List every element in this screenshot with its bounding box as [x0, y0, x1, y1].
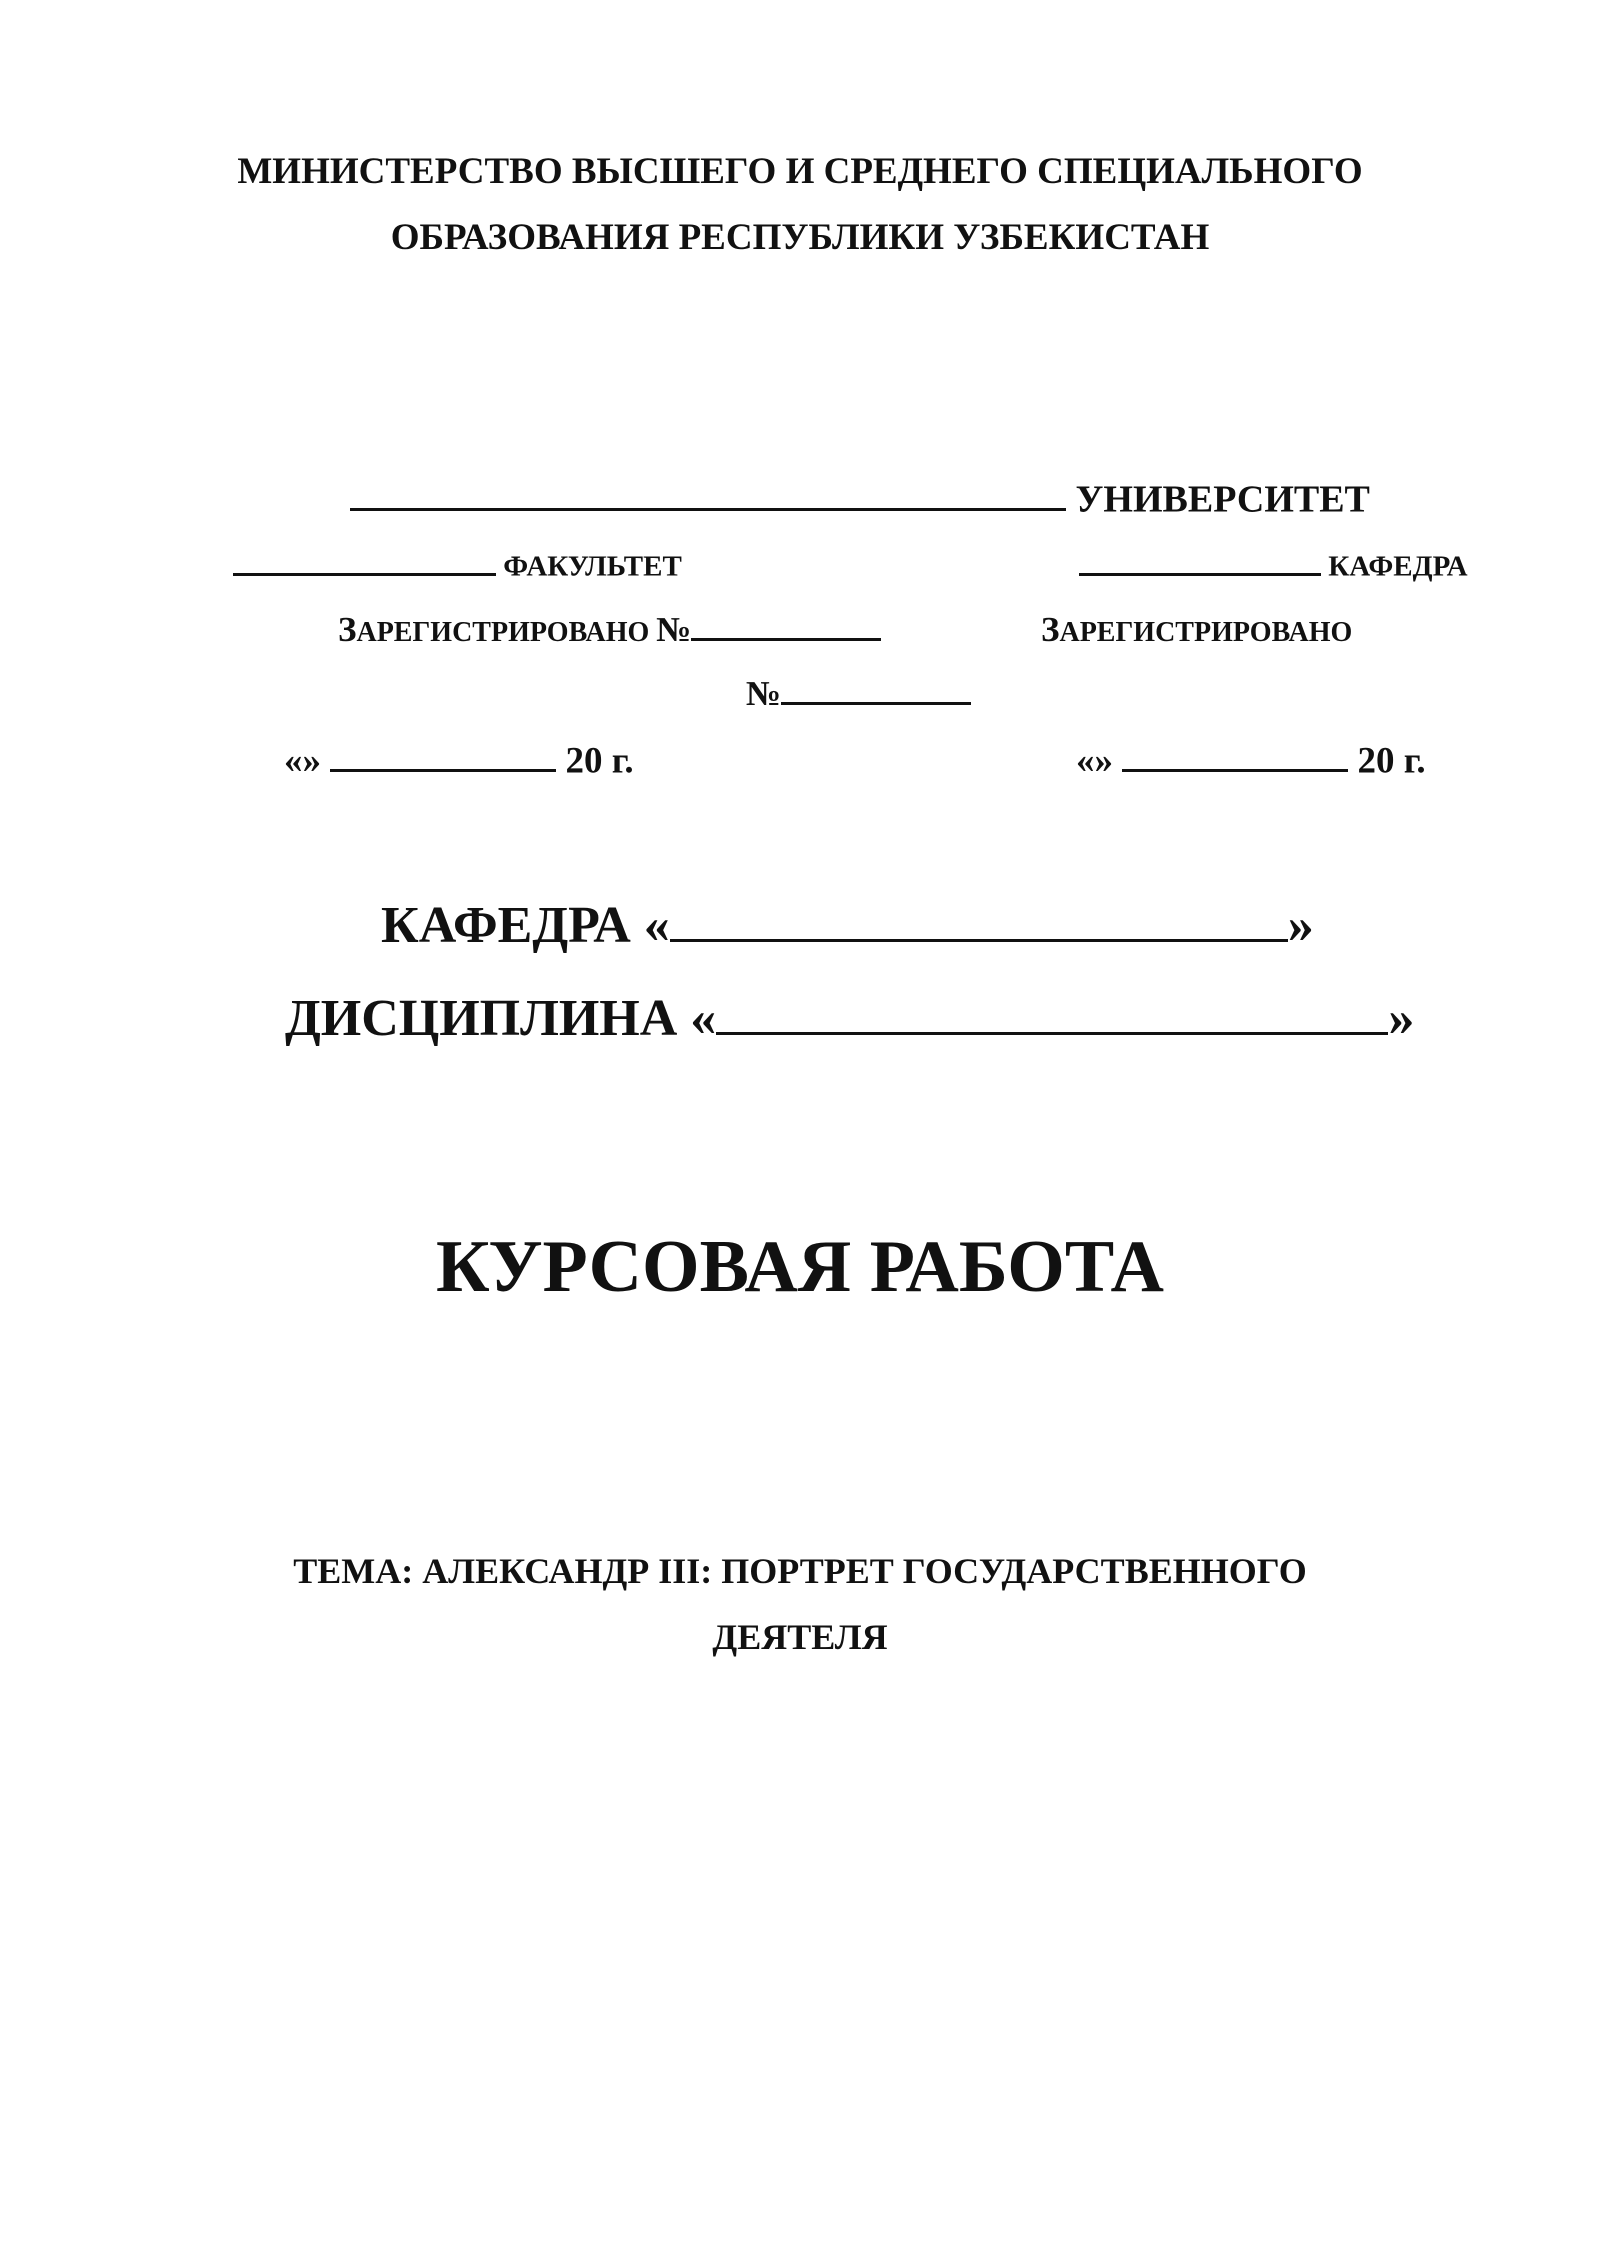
- faculty-label: ФАКУЛЬТЕТ: [503, 550, 682, 583]
- registered-left-text: АРЕГИСТРИРОВАНО: [356, 617, 650, 648]
- faculty-line: [233, 548, 682, 584]
- ministry-line-2: ОБРАЗОВАНИЯ РЕСПУБЛИКИ УЗБЕКИСТАН: [390, 217, 1210, 258]
- discipline-line: [285, 988, 1414, 1048]
- registered-right-text: АРЕГИСТРИРОВАНО: [1059, 617, 1353, 648]
- department-line: [1079, 548, 1468, 584]
- discipline-close-quote: »: [1388, 990, 1415, 1048]
- registered-right-number-sign: №: [746, 673, 782, 713]
- subject-department-label: КАФЕДРА «: [381, 897, 670, 955]
- registered-left-number-sign: №: [656, 610, 692, 649]
- university-label: УНИВЕРСИТЕТ: [1075, 478, 1370, 521]
- registered-left: [338, 610, 881, 650]
- registered-right-number-blank: [781, 672, 971, 705]
- registered-left-number-blank: [691, 614, 881, 641]
- department-blank: [1079, 548, 1321, 576]
- date-right: [1076, 738, 1426, 782]
- document-title: КУРСОВАЯ РАБОТА: [436, 1226, 1164, 1308]
- date-right-blank: [1122, 738, 1348, 772]
- topic-line-1: ТЕМА: АЛЕКСАНДР III: ПОРТРЕТ ГОСУДАРСТВЕННОГО: [293, 1551, 1307, 1591]
- registered-right: [1041, 610, 1352, 650]
- topic-line-2: ДЕЯТЕЛЯ: [712, 1617, 888, 1657]
- university-line: [350, 476, 1370, 521]
- registered-right-number: [746, 672, 971, 714]
- date-left: [284, 738, 634, 782]
- ministry-line-1: МИНИСТЕРСТВО ВЫСШЕГО И СРЕДНЕГО СПЕЦИАЛЬНОГО: [237, 151, 1363, 192]
- subject-department-close-quote: »: [1287, 897, 1314, 955]
- date-right-year: 20 г.: [1357, 740, 1426, 782]
- subject-department-blank: [670, 895, 1288, 942]
- discipline-blank: [716, 988, 1388, 1035]
- date-left-year: 20 г.: [565, 740, 634, 782]
- faculty-blank: [233, 548, 496, 576]
- registered-right-initial: З: [1041, 610, 1060, 649]
- subject-department-line: [381, 895, 1314, 955]
- date-left-blank: [330, 738, 556, 772]
- registered-left-initial: З: [338, 610, 357, 649]
- date-right-quotes: «»: [1076, 740, 1113, 782]
- discipline-label: ДИСЦИПЛИНА «: [285, 990, 717, 1048]
- department-label: КАФЕДРА: [1328, 550, 1468, 583]
- university-blank: [350, 476, 1066, 511]
- date-left-quotes: «»: [284, 740, 321, 782]
